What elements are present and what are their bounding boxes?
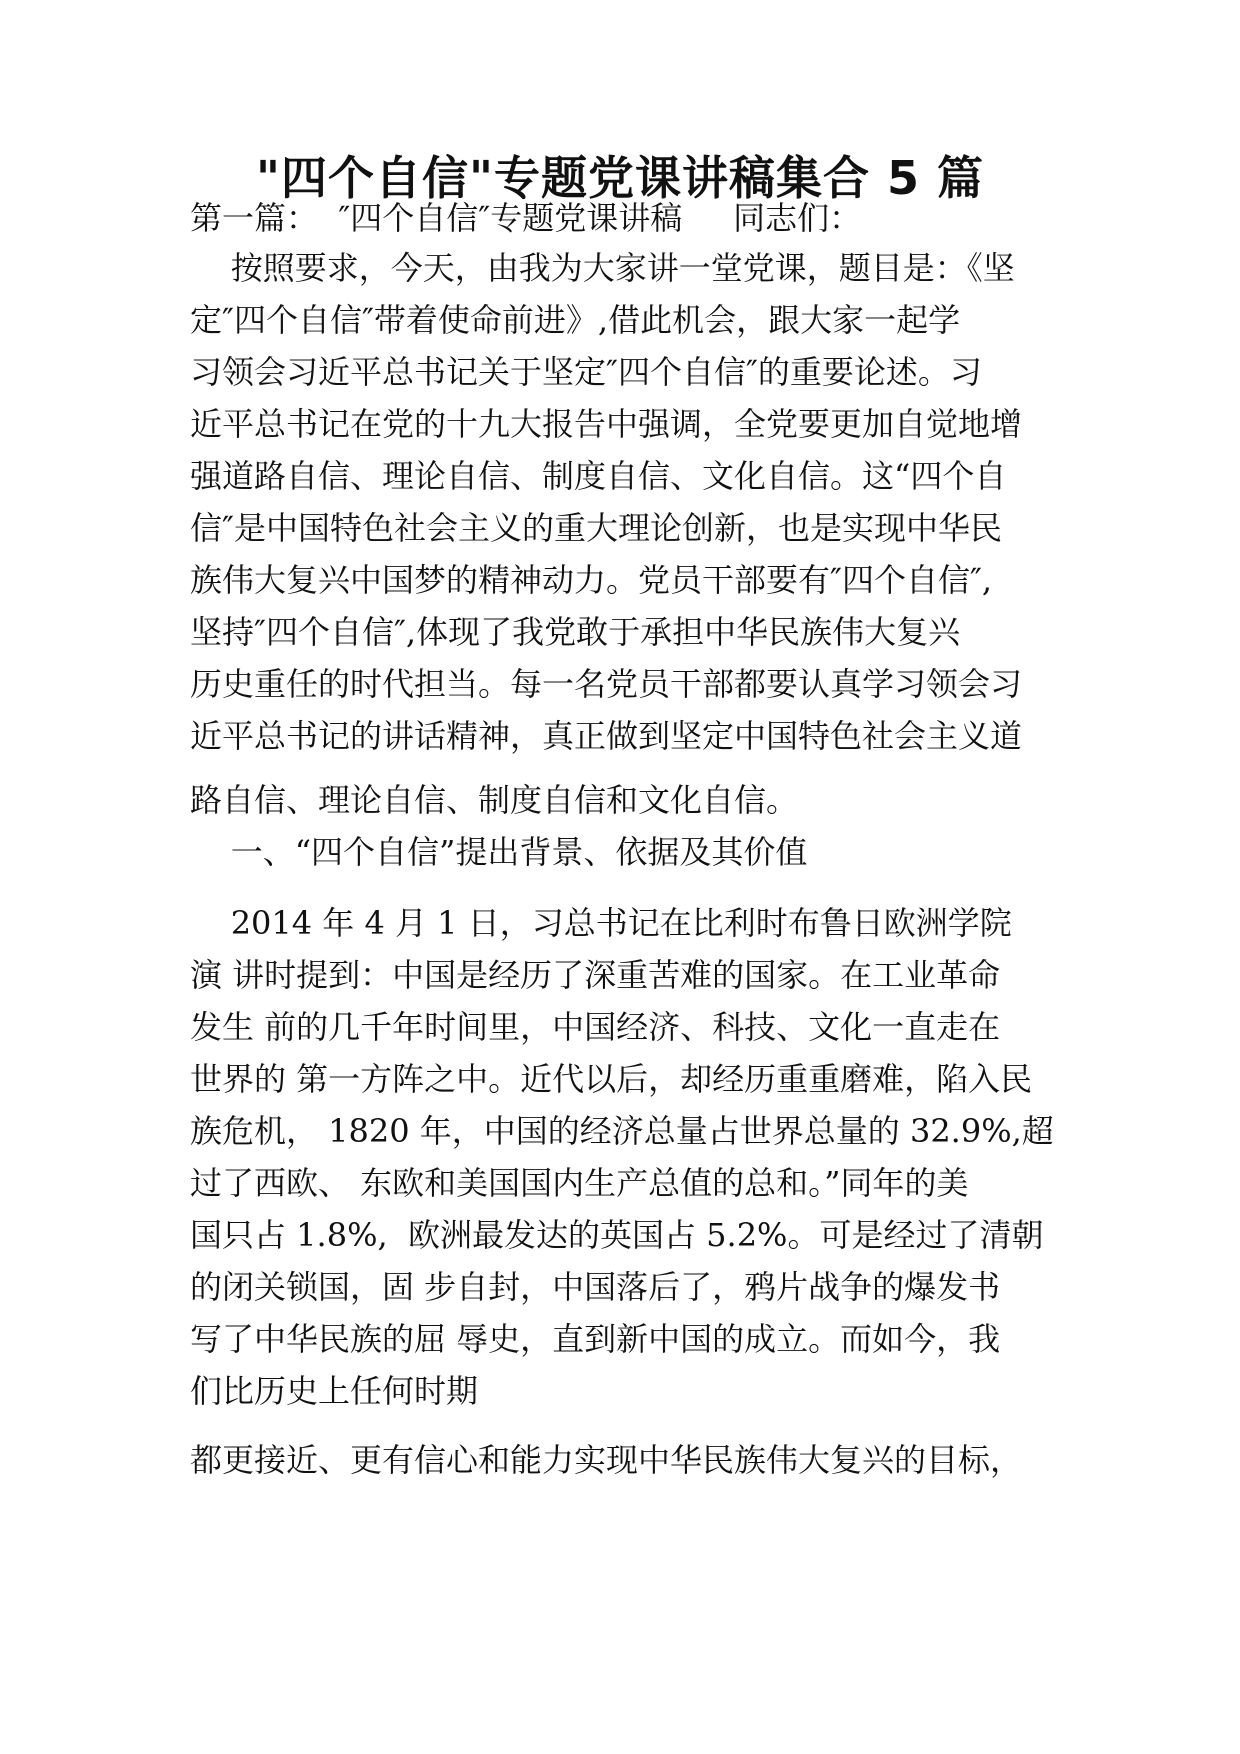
text-line-11: 近平总书记的讲话精神，真正做到坚定中国特色社会主义道 xyxy=(190,717,1023,755)
text-line-3: 定″四个自信″带着使命前进》,借此机会，跟大家一起学 xyxy=(190,301,961,339)
text-line-2: 按照要求，今天，由我为大家讲一堂党课，题目是：《坚 xyxy=(190,249,1015,287)
text-line-23: 们比历史上任何时期 xyxy=(190,1372,479,1410)
text-line-6: 强道路自信、理论自信、制度自信、文化自信。这“四个自 xyxy=(190,457,1007,495)
text-line-8: 族伟大复兴中国梦的精神动力。党员干部要有″四个自信″, xyxy=(190,561,993,599)
text-line-9: 坚持″四个自信″,体现了我党敢于承担中华民族伟大复兴 xyxy=(190,613,961,651)
text-line-21: 的闭关锁国，固 步自封，中国落后了，鸦片战争的爆发书 xyxy=(190,1268,1001,1306)
text-line-18: 族危机， 1820 年，中国的经济总量占世界总量的 32.9%,超 xyxy=(190,1112,1054,1150)
text-line-20: 国只占 1.8%, 欧洲最发达的英国占 5.2%。可是经过了清朝 xyxy=(190,1216,1044,1254)
document-title: "四个自信"专题党课讲稿集合 5 篇 xyxy=(256,151,984,205)
text-line-16: 发生 前的几千年时间里，中国经济、科技、文化一直走在 xyxy=(190,1008,1001,1046)
text-line-22: 写了中华民族的屈 辱史，直到新中国的成立。而如今，我 xyxy=(190,1320,1001,1358)
text-line-7: 信″是中国特色社会主义的重大理论创新，也是实现中华民 xyxy=(190,509,1002,547)
text-line-24: 都更接近、更有信心和能力实现中华民族伟大复兴的目标， xyxy=(190,1441,1023,1479)
text-line-14: 2014 年 4 月 1 日，习总书记在比利时布鲁日欧洲学院 xyxy=(190,904,1012,942)
text-line-15: 演 讲时提到：中国是经历了深重苦难的国家。在工业革命 xyxy=(190,956,1001,994)
text-line-5: 近平总书记在党的十九大报告中强调，全党要更加自觉地增 xyxy=(190,405,1023,443)
text-line-12: 路自信、理论自信、制度自信和文化自信。 xyxy=(190,781,799,819)
text-line-4: 习领会习近平总书记关于坚定″四个自信″的重要论述。习 xyxy=(190,353,982,391)
text-line-1: 第一篇： ″四个自信″专题党课讲稿 同志们： xyxy=(190,199,862,237)
text-line-19: 过了西欧、 东欧和美国国内生产总值的总和。”同年的美 xyxy=(190,1164,969,1202)
text-line-17: 世界的 第一方阵之中。近代以后，却经历重重磨难，陷入民 xyxy=(190,1060,1033,1098)
section-heading: 一、“四个自信”提出背景、依据及其价值 xyxy=(190,833,808,871)
text-line-10: 历史重任的时代担当。每一名党员干部都要认真学习领会习 xyxy=(190,665,1023,703)
